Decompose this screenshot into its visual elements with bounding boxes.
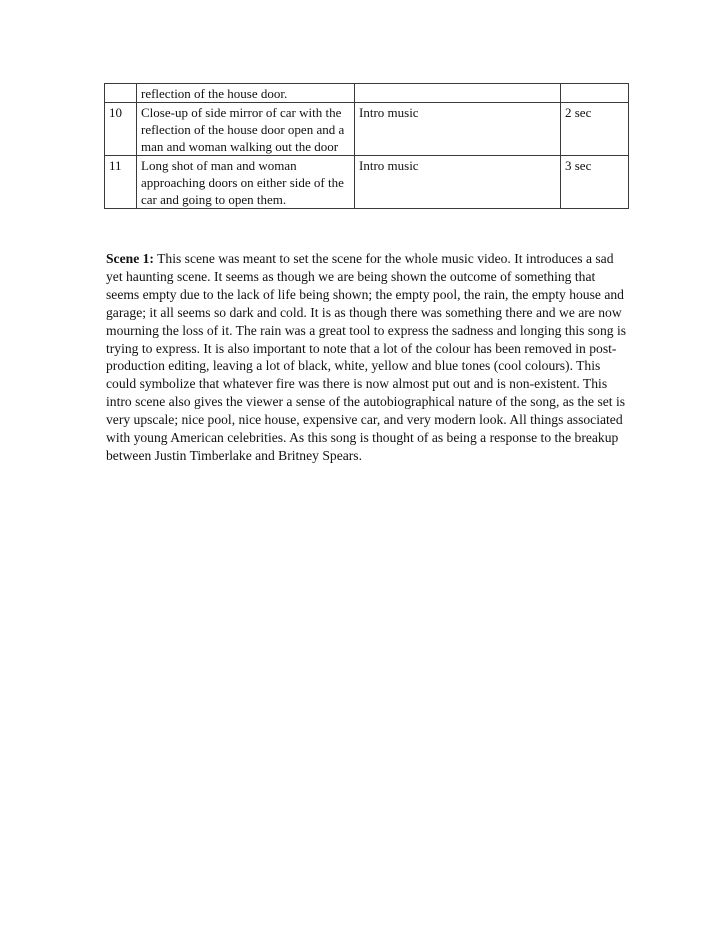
sound-cell: Intro music bbox=[355, 103, 561, 156]
shot-number-cell bbox=[105, 84, 137, 103]
duration-cell bbox=[561, 84, 629, 103]
shot-description-cell: Close-up of side mirror of car with the reflection of the house door open and a man and woman walking out the door bbox=[137, 103, 355, 156]
shot-number-cell: 11 bbox=[105, 156, 137, 209]
shot-number-cell: 10 bbox=[105, 103, 137, 156]
shot-description-cell: Long shot of man and woman approaching doors on either side of the car and going to open them. bbox=[137, 156, 355, 209]
duration-cell: 3 sec bbox=[561, 156, 629, 209]
sound-cell: Intro music bbox=[355, 156, 561, 209]
scene-analysis-text: This scene was meant to set the scene for the whole music video. It introduces a sad yet haunting scene. It seems as though we are being shown the outcome of something that seems empty due to the lack of life being shown; the empty pool, the rain, the empty house and garage; it all seems so dark and cold. It is as though there was something there and we are now mourning the loss of it. The rain was a great tool to express the sadness and longing this song is trying to express. It is also important to note that a lot of the colour has been removed in post-production editing, leaving a lot of black, white, yellow and blue tones (cool colours). This could symbolize that whatever fire was there is now almost put out and is non-existent. This intro scene also gives the viewer a sense of the autobiographical nature of the song, as the set is very upscale; nice pool, nice house, expensive car, and very modern look. All things associated with young American celebrities. As this song is thought of as being a response to the breakup between Justin Timberlake and Britney Spears. bbox=[106, 251, 627, 463]
table-row bbox=[105, 103, 629, 156]
table-row bbox=[105, 156, 629, 209]
scene-heading: Scene 1: bbox=[106, 251, 154, 266]
scene-analysis-paragraph bbox=[106, 250, 626, 465]
sound-cell bbox=[355, 84, 561, 103]
table-row bbox=[105, 84, 629, 103]
duration-cell: 2 sec bbox=[561, 103, 629, 156]
shot-list-table bbox=[104, 83, 629, 209]
shot-description-cell: reflection of the house door. bbox=[137, 84, 355, 103]
